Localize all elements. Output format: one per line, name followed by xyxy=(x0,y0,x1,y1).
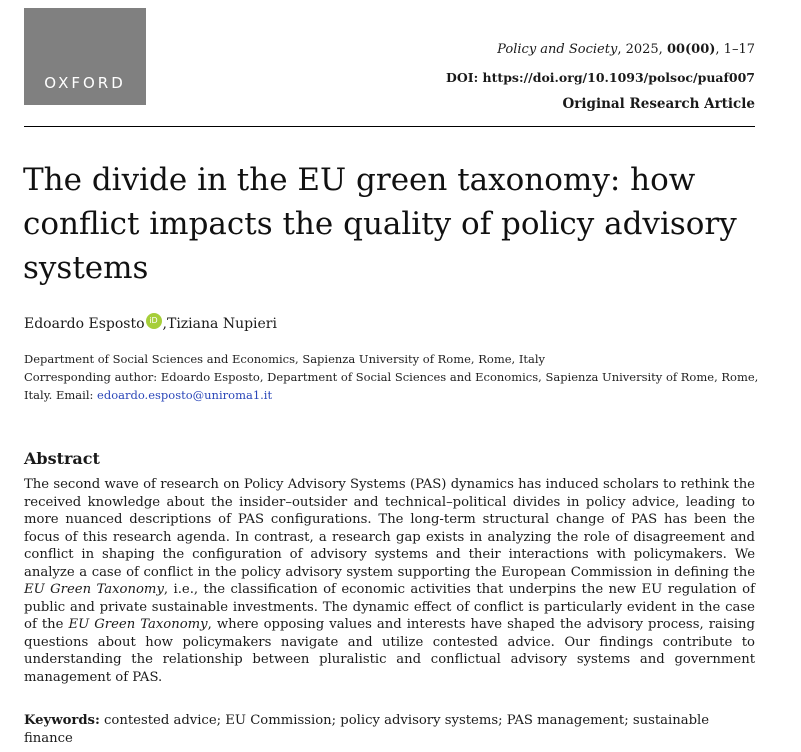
journal-volume: 00(00) xyxy=(666,42,716,57)
journal-pages: , 1–17 xyxy=(715,42,755,57)
affiliation-department: Department of Social Sciences and Economics, Sapienza University of Rome, Rome, Italy xyxy=(24,352,546,366)
abstract-part-3: , where opposing values and interests have shaped the advisory process, raising questions about how policymakers navigate and utilize contested advice. Our findings contribute to understanding the relationship between pluralistic and conflictual advisory systems and government management of PAS. xyxy=(24,617,755,685)
affiliation-block xyxy=(24,350,764,404)
author-list xyxy=(24,313,277,332)
oxford-logo xyxy=(24,8,146,105)
abstract-italic-2: EU Green Taxonomy xyxy=(68,617,208,632)
corresponding-author xyxy=(24,368,764,404)
orcid-icon[interactable]: iD xyxy=(146,313,162,329)
corresponding-text: Corresponding author: Edoardo Esposto, Department of Social Sciences and Economics, Sapienza University of Rome, Rome, Italy. Email: xyxy=(24,370,759,402)
article-type: Original Research Article xyxy=(562,96,755,112)
abstract-part-1: The second wave of research on Policy Advisory Systems (PAS) dynamics has induced scholars to rethink the received knowledge about the insider–outsider and technical–political divides in policy advice, leading to more nuanced descriptions of PAS configurations. The long-term structural change of PAS has been the focus of this research agenda. In contrast, a research gap exists in analyzing the role of disagreement and conflict in shaping the configuration of advisory systems and their interactions with policymakers. We analyze a case of conflict in the policy advisory system supporting the European Commission in defining the xyxy=(24,477,755,580)
journal-name: Policy and Society xyxy=(497,42,618,57)
journal-citation xyxy=(497,42,755,57)
author-1[interactable]: Edoardo Esposto xyxy=(24,316,145,332)
abstract-italic-1: EU Green Taxonomy xyxy=(24,582,164,597)
abstract-heading: Abstract xyxy=(24,449,100,468)
author-email-link[interactable]: edoardo.esposto@uniroma1.it xyxy=(97,388,273,402)
doi-link[interactable]: DOI: https://doi.org/10.1093/polsoc/puaf007 xyxy=(446,70,755,85)
article-title: The divide in the EU green taxonomy: how conflict impacts the quality of policy advisory systems xyxy=(23,162,737,286)
journal-year: , 2025, xyxy=(617,42,667,57)
keywords xyxy=(24,712,755,747)
abstract-text xyxy=(24,476,755,686)
keywords-label: Keywords: xyxy=(24,713,100,728)
author-separator: , xyxy=(162,316,167,332)
keywords-text: contested advice; EU Commission; policy advisory systems; PAS management; sustainable finance xyxy=(24,713,710,746)
author-2[interactable]: Tiziana Nupieri xyxy=(166,316,277,332)
logo-text: OXFORD xyxy=(44,74,126,92)
abstract-part-2: , i.e., the classification of economic activities that underpins the new EU regulation of public and private sustainable investments. The dynamic effect of conflict is particularly evident in the case of the xyxy=(24,582,755,632)
header-divider xyxy=(24,126,755,127)
